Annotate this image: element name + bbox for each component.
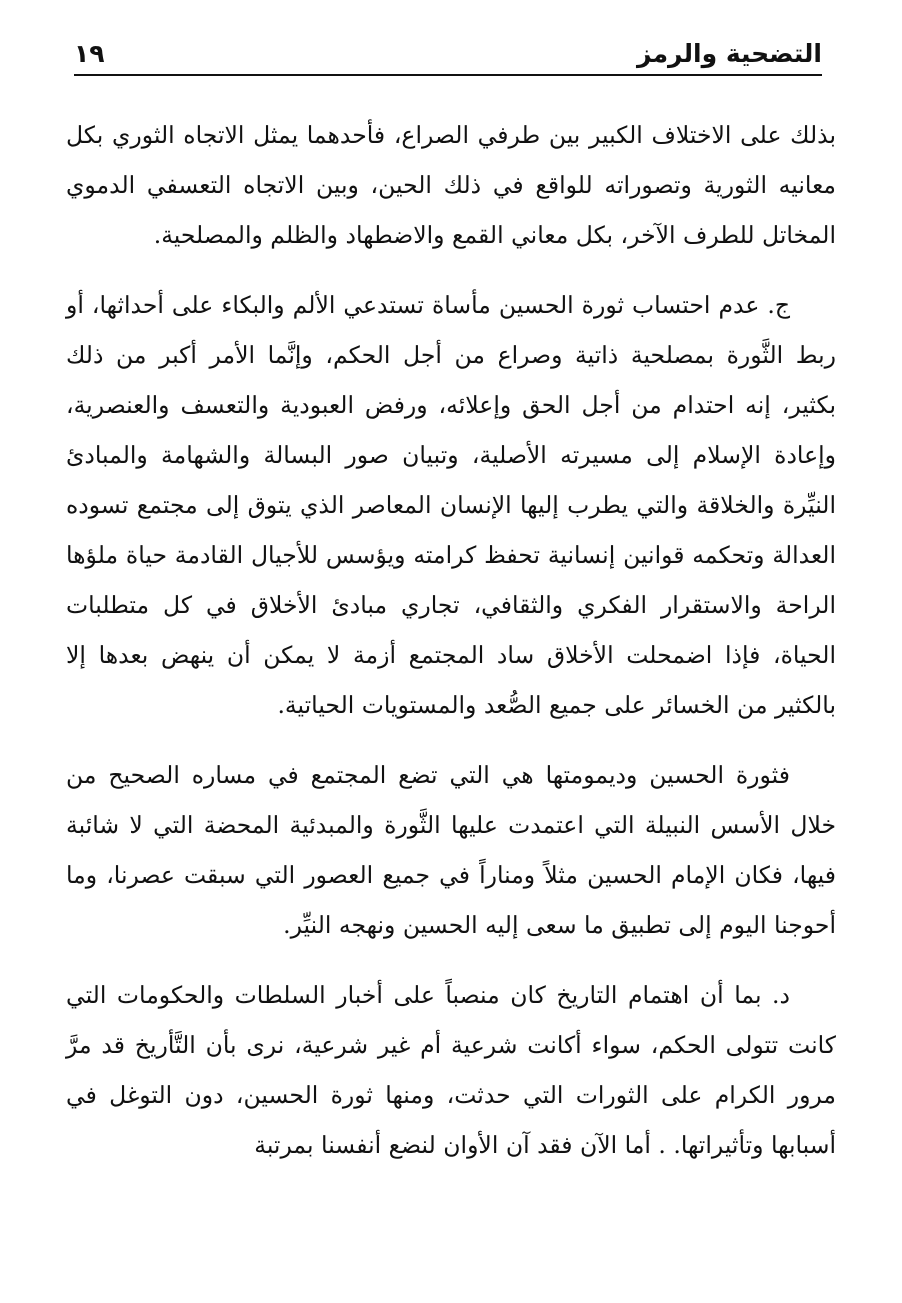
paragraph-revolution: فثورة الحسين وديمومتها هي التي تضع المجتمع في مساره الصحيح من خلال الأسس النبيلة التي اعتمدت عليها الثَّورة والمبدئية المحضة التي لا شائبة فيها، فكان الإمام الحسين مثلاً ومناراً في جميع العصور التي سبقت عصرنا، وما أحوجنا اليوم إلى تطبيق ما سعى إليه الحسين ونهجه النيِّر.: [66, 761, 836, 939]
paragraph-point-jim: ج. عدم احتساب ثورة الحسين مأساة تستدعي الألم والبكاء على أحداثها، أو ربط الثَّورة بمصلحية ذاتية وصراع من أجل الحكم، وإنَّما الأمر أكبر من ذلك بكثير، إنه احتدام من أجل الحق وإعلائه، ورفض العبودية والتعسف والعنصرية، وإعادة الإسلام إلى مسيرته الأصلية، وتبيان صور البسالة والشهامة والمبادئ النيِّرة والخلاقة والتي يطرب إليها الإنسان المعاصر الذي يتوق إلى مجتمع تسوده العدالة وتحكمه قوانين إنسانية تحفظ كرامته ويؤسس للأجيال القادمة حياة ملؤها الراحة والاستقرار الفكري والثقافي، تجاري مبادئ الأخلاق في كل متطلبات الحياة، فإذا اضمحلت الأخلاق ساد المجتمع أزمة لا يمكن أن ينهض بعدها إلا بالكثير من الخسائر على جميع الصُّعد والمستويات الحياتية.: [66, 291, 836, 719]
header-rule: [74, 74, 822, 76]
paragraph-point-dal: د. بما أن اهتمام التاريخ كان منصباً على أخبار السلطات والحكومات التي كانت تتولى الحكم، سواء أكانت شرعية أم غير شرعية، نرى بأن التَّأريخ قد مرَّ مرور الكرام على الثورات التي حدثت، ومنها ثورة الحسين، دون التوغل في أسبابها وتأثيراتها. . أما الآن فقد آن الأوان لنضع أنفسنا بمرتبة: [66, 981, 836, 1159]
page-body: [66, 110, 836, 1190]
page-number: ١٩: [74, 39, 105, 68]
page-header: [74, 22, 822, 72]
paragraph-continuation: بذلك على الاختلاف الكبير بين طرفي الصراع، فأحدهما يمثل الاتجاه الثوري بكل معانيه الثورية وتصوراته للواقع في ذلك الحين، وبين الاتجاه التعسفي الدموي المخاتل للطرف الآخر، بكل معاني القمع والاضطهاد والظلم والمصلحية.: [66, 121, 836, 249]
running-title: التضحية والرمز: [637, 39, 822, 68]
